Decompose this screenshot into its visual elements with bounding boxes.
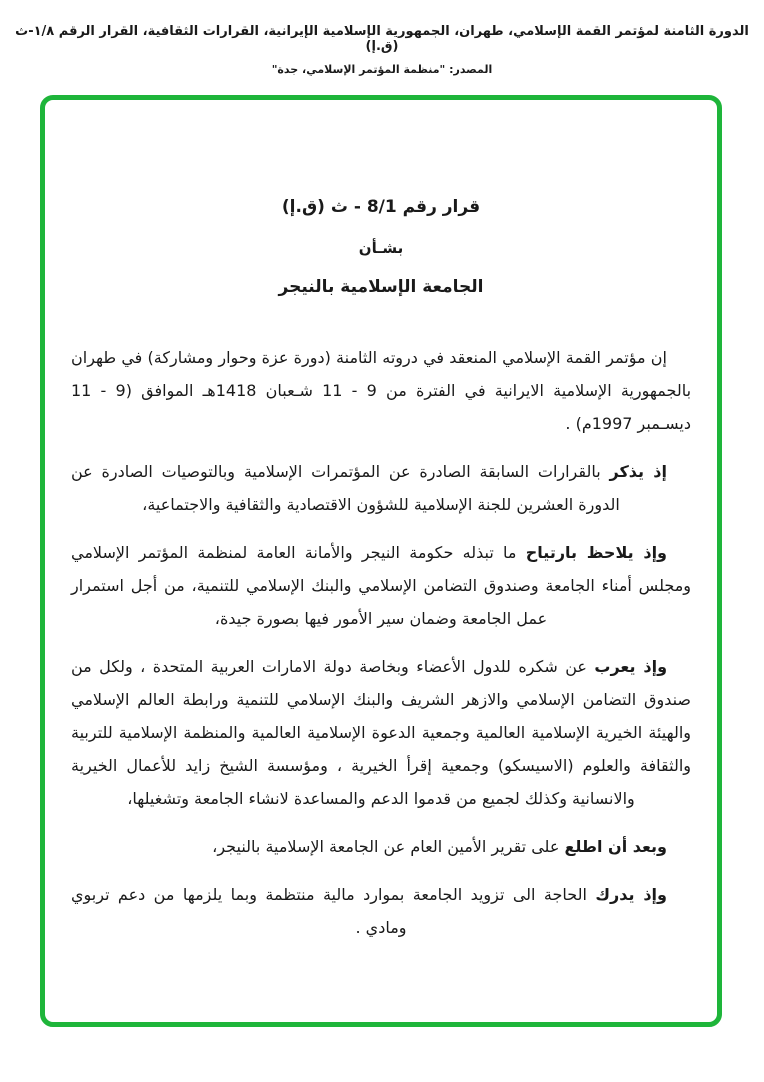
resolution-number: قرار رقم 8/1 - ث (ق.إ)	[281, 197, 481, 217]
paragraph-recalling	[71, 455, 691, 521]
paragraph-thanking	[71, 650, 691, 815]
paragraph-text: عن شكره للدول الأعضاء وبخاصة دولة الامارات العربية المتحدة ، ولكل من صندوق التضامن الإسلامي والازهر الشريف والبنك الإسلامي للتنمية ورابطة العالم الإسلامي والهيئة الخيرية الإسلامية العالمية وجمعية الدعوة الإسلامية العالمية والمنظمة الإسلامية للتربية والثقافة والعلوم (الاسيسكو) وجمعية إقرأ الخيرية ، ومؤسسة الشيخ زايد للأعمال الخيرية والانسانية وكذلك لجميع من قدموا الدعم والمساعدة لانشاء الجامعة وتشغيلها،	[71, 657, 691, 808]
paragraph-noting	[71, 536, 691, 635]
resolution-body	[71, 341, 691, 944]
paragraph-preamble	[71, 341, 691, 440]
paragraph-text: الحاجة الى تزويد الجامعة بموارد مالية منتظمة وبما يلزمها من دعم تربوي ومادي .	[71, 885, 596, 937]
paragraph-text: على تقرير الأمين العام عن الجامعة الإسلامية بالنيجر،	[212, 837, 565, 856]
citation-header	[0, 24, 764, 76]
paragraph-lead: وإذ يدرك	[595, 885, 667, 904]
resolution-title	[71, 197, 691, 297]
resolution-concerning: بشـأن	[358, 239, 404, 257]
document-frame	[40, 95, 722, 1027]
paragraph-realizing	[71, 878, 691, 944]
paragraph-lead: وإذ يعرب	[594, 657, 668, 676]
document-page	[45, 197, 717, 944]
citation-line: الدورة الثامنة لمؤتمر القمة الإسلامي، طهران، الجمهورية الإسلامية الإيرانية، القرارات الثقافية، القرار الرقم ١/٨-ث (ق.إ)	[15, 24, 749, 54]
paragraph-text: ما تبذله حكومة النيجر والأمانة العامة لمنظمة المؤتمر الإسلامي ومجلس أمناء الجامعة وصندوق التضامن الإسلامي والبنك الإسلامي للتنمية، من أجل استمرار عمل الجامعة وضمان سير الأمور فيها بصورة جيدة،	[71, 543, 691, 628]
source-line: المصدر: "منظمة المؤتمر الإسلامي، جدة"	[271, 63, 493, 76]
paragraph-lead: إذ يذكر	[609, 462, 667, 481]
paragraph-having-reviewed	[71, 830, 691, 863]
paragraph-text: إن مؤتمر القمة الإسلامي المنعقد في دروته الثامنة (دورة عزة وحوار ومشاركة) في طهران بالجمهورية الإسلامية الايرانية في الفترة من 9 - 11 شـعبان 1418هـ الموافق (9 - 11 ديسـمبر 1997م) .	[71, 348, 692, 433]
paragraph-lead: وبعد أن اطلع	[564, 837, 667, 856]
resolution-subject: الجامعة الإسلامية بالنيجر	[278, 277, 484, 297]
paragraph-lead: وإذ يلاحظ بارتياح	[525, 543, 668, 562]
paragraph-text: بالقرارات السابقة الصادرة عن المؤتمرات الإسلامية وبالتوصيات الصادرة عن الدورة العشرين للجنة الإسلامية للشؤون الاقتصادية والثقافية والاجتماعية،	[71, 462, 620, 514]
